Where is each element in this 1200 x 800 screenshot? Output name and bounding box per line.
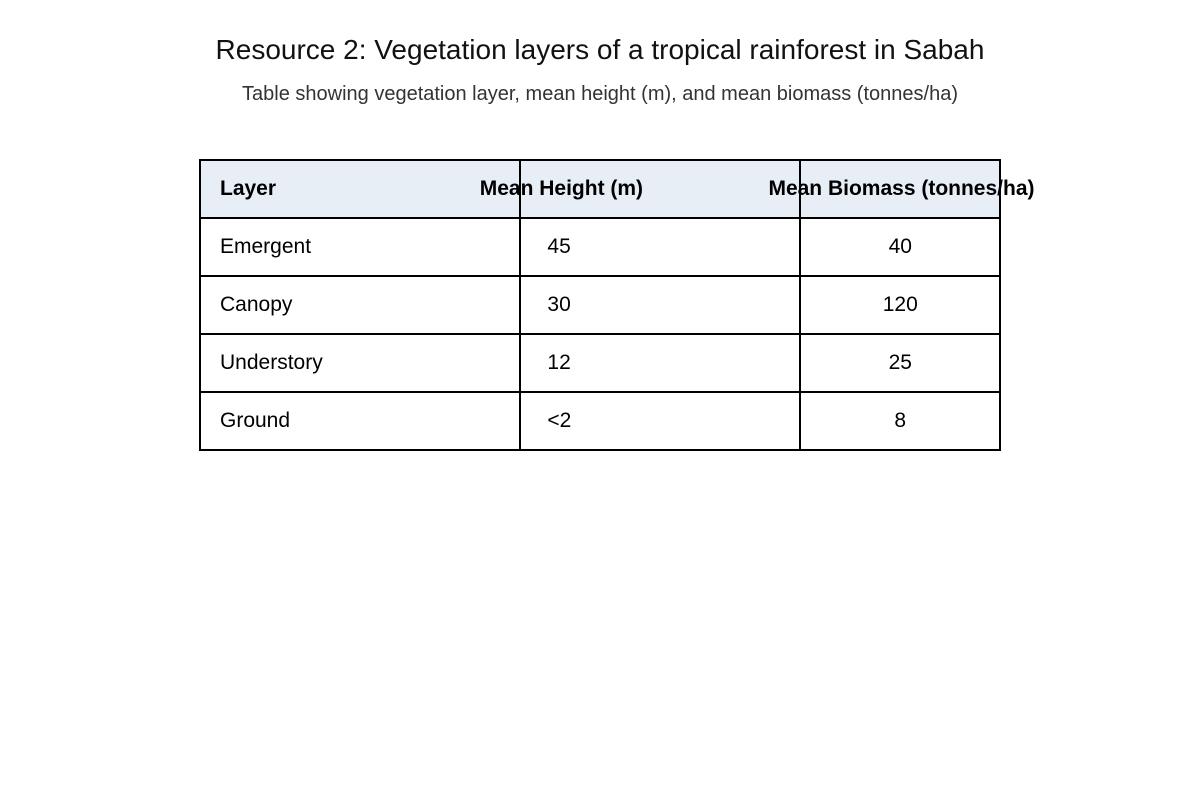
vegetation-table bbox=[199, 159, 1035, 451]
cell-mean-biomass: 40 bbox=[800, 218, 1000, 276]
cell-mean-height: <2 bbox=[520, 392, 800, 450]
column-header-mean-biomass bbox=[768, 160, 1035, 218]
cell-mean-biomass: 8 bbox=[800, 392, 1000, 450]
page-title: Resource 2: Vegetation layers of a tropical rainforest in Sabah bbox=[215, 34, 985, 65]
cell-layer: Ground bbox=[200, 392, 520, 450]
page-subtitle: Table showing vegetation layer, mean height (m), and mean biomass (tonnes/ha) bbox=[242, 83, 958, 105]
cell-mean-biomass: 120 bbox=[800, 276, 1000, 334]
cell-mean-height: 45 bbox=[520, 218, 800, 276]
table-row bbox=[200, 276, 1000, 334]
cell-layer: Emergent bbox=[200, 218, 520, 276]
cell-mean-height: 12 bbox=[520, 334, 800, 392]
table-row bbox=[200, 392, 1000, 450]
column-header-layer: Layer bbox=[200, 160, 520, 218]
table-row bbox=[200, 334, 1000, 392]
cell-layer: Understory bbox=[200, 334, 520, 392]
cell-mean-height: 30 bbox=[520, 276, 800, 334]
table-row bbox=[200, 218, 1000, 276]
column-header-mean-height-label: Mean Height (m) bbox=[479, 177, 644, 200]
cell-layer: Canopy bbox=[200, 276, 520, 334]
cell-mean-biomass: 25 bbox=[800, 334, 1000, 392]
table-header-row bbox=[200, 160, 1000, 218]
vegetation-table-container bbox=[199, 159, 1035, 451]
column-header-mean-biomass-label: Mean Biomass (tonnes/ha) bbox=[768, 177, 1035, 200]
